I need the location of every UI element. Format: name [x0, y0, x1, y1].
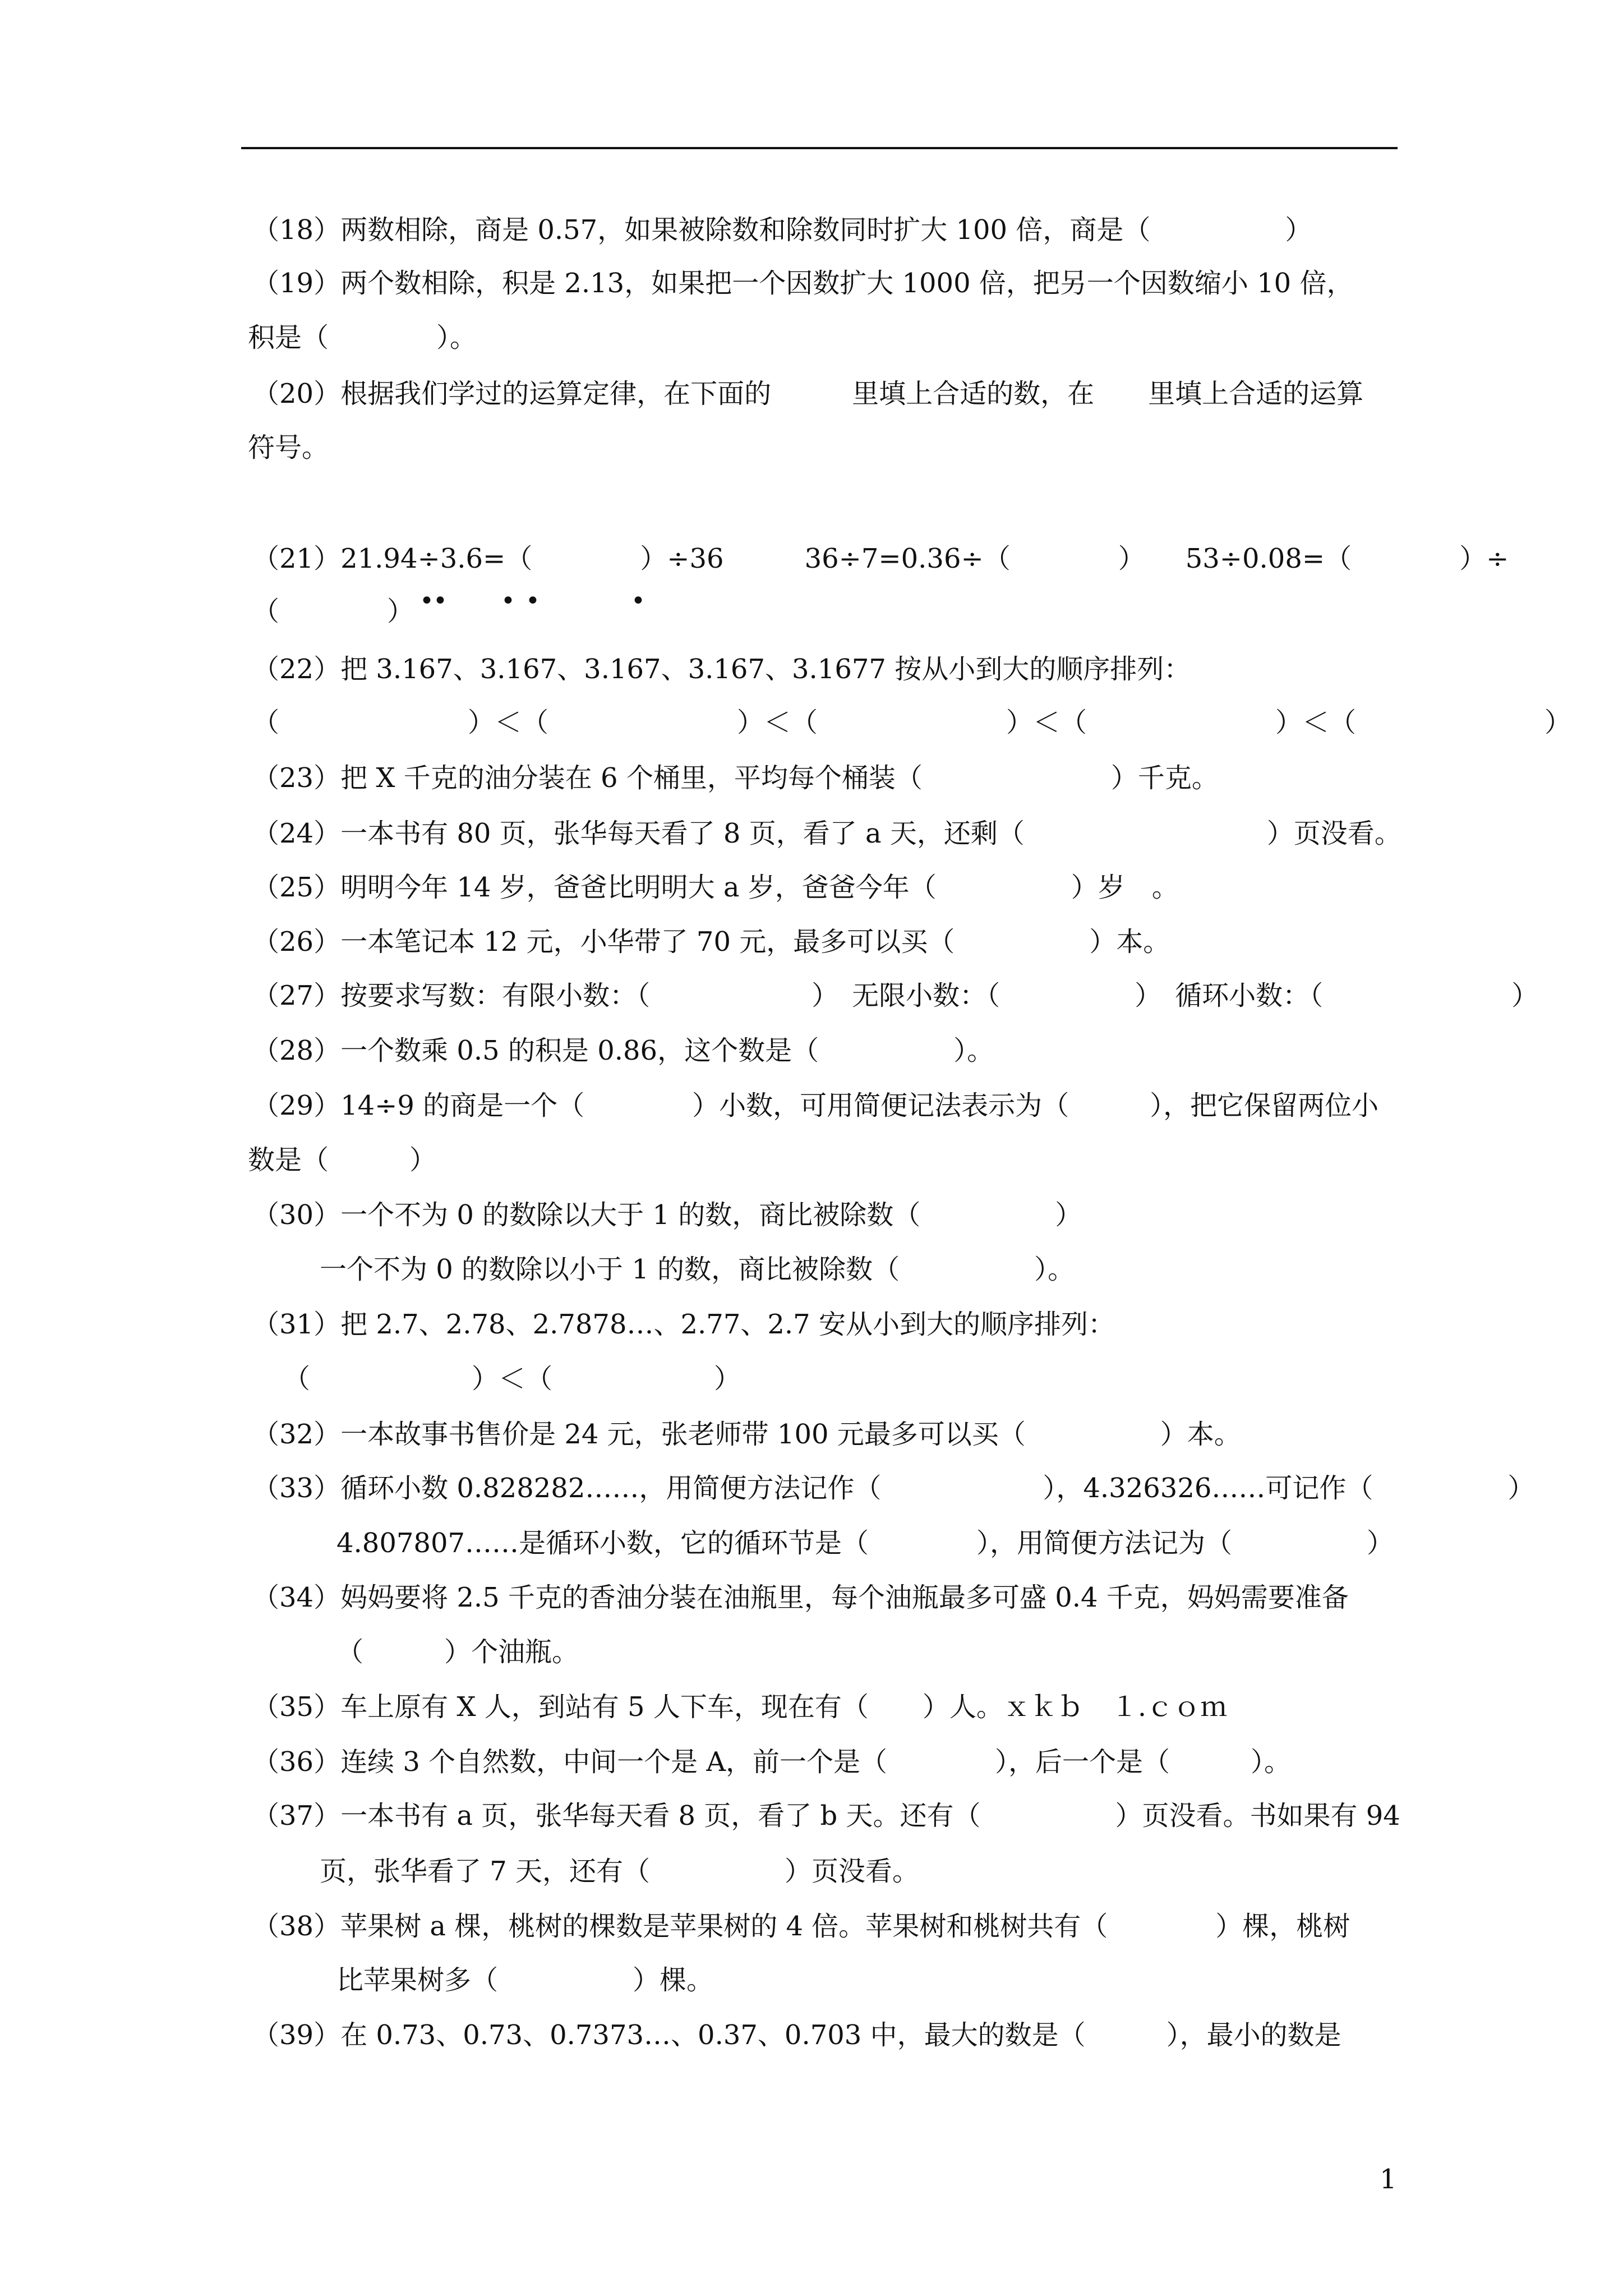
question-20-line-2: 符号。	[248, 432, 329, 463]
question-31-line-1: （31）把 2.7、2.78、2.7878…、2.77、2.7 安从小到大的顺序排列：	[252, 1309, 1115, 1340]
question-19-line-2: 积是（ ）。	[248, 322, 477, 353]
header-rule	[241, 147, 1398, 149]
question-36: （36）连续 3 个自然数，中间一个是 A，前一个是（ ），后一个是（ ）。	[252, 1746, 1292, 1778]
repeating-dot-mark: •	[525, 587, 540, 615]
page-number: 1	[1380, 2164, 1397, 2195]
question-22-line-2: （ ）＜（ ）＜（ ）＜（ ）＜（ ）	[252, 707, 1572, 738]
question-34-line-1: （34）妈妈要将 2.5 千克的香油分装在油瓶里，每个油瓶最多可盛 0.4 千克，妈妈需要准备	[252, 1582, 1349, 1613]
question-19-line-1: （19）两个数相除，积是 2.13，如果把一个因数扩大 1000 倍，把另一个因数缩小 10 倍，	[252, 268, 1354, 299]
question-25: （25）明明今年 14 岁，爸爸比明明大 a 岁，爸爸今年（ ）岁 。	[252, 872, 1179, 903]
question-35: （35）车上原有 X 人，到站有 5 人下车，现在有（ ）人。ｘｋｂ １.ｃｏｍ	[252, 1691, 1228, 1723]
repeating-dot-mark: •	[631, 587, 645, 615]
question-39: （39）在 0.73、0.73、0.7373…、0.37、0.703 中，最大的数是（ ），最小的数是	[252, 2019, 1341, 2051]
question-20-line-1: （20）根据我们学过的运算定律，在下面的 里填上合适的数，在 里填上合适的运算	[252, 378, 1364, 409]
question-33-line-2: 4.807807……是循环小数，它的循环节是（ ），用简便方法记为（ ）	[336, 1527, 1394, 1559]
question-33-line-1: （33）循环小数 0.828282……，用简便方法记作（ ），4.326326……可记作（ ）	[252, 1473, 1535, 1504]
repeating-dot-mark: •	[433, 587, 448, 615]
repeating-dot-mark: •	[501, 587, 515, 615]
question-21-line-1: （21）21.94÷3.6=（ ）÷36 36÷7=0.36÷（ ） 53÷0.08=（ ）÷	[252, 543, 1509, 574]
question-30-line-2: 一个不为 0 的数除以小于 1 的数，商比被除数（ ）。	[320, 1254, 1075, 1285]
question-37-line-2: 页，张华看了 7 天，还有（ ）页没看。	[320, 1856, 920, 1887]
question-26: （26）一本笔记本 12 元，小华带了 70 元，最多可以买（ ）本。	[252, 926, 1170, 958]
question-29-line-2: 数是（ ）	[248, 1144, 437, 1176]
question-28: （28）一个数乘 0.5 的积是 0.86，这个数是（ ）。	[252, 1035, 994, 1066]
question-24: （24）一本书有 80 页，张华每天看了 8 页，看了 a 天，还剩（ ）页没看。	[252, 818, 1401, 849]
question-31-line-2: （ ）＜（ ）	[283, 1363, 741, 1395]
question-18: （18）两数相除，商是 0.57，如果被除数和除数同时扩大 100 倍，商是（ ）	[252, 214, 1312, 246]
repeating-dot-mark: •	[419, 587, 434, 615]
question-22-line-1: （22）把 3.167、3.167、3.167、3.167、3.1677 按从小到大的顺序排列：	[252, 654, 1191, 685]
question-23: （23）把 X 千克的油分装在 6 个桶里，平均每个桶装（ ）千克。	[252, 762, 1219, 794]
question-38-line-1: （38）苹果树 a 棵，桃树的棵数是苹果树的 4 倍。苹果树和桃树共有（ ）棵，桃树	[252, 1911, 1350, 1942]
question-32: （32）一本故事书售价是 24 元，张老师带 100 元最多可以买（ ）本。	[252, 1419, 1241, 1450]
question-29-line-1: （29）14÷9 的商是一个（ ）小数，可用简便记法表示为（ ），把它保留两位小	[252, 1090, 1379, 1121]
question-37-line-1: （37）一本书有 a 页，张华每天看 8 页，看了 b 天。还有（ ）页没看。书如果有 94	[252, 1800, 1400, 1832]
question-30-line-1: （30）一个不为 0 的数除以大于 1 的数，商比被除数（ ）	[252, 1199, 1082, 1231]
question-34-line-2: （ ）个油瓶。	[336, 1636, 579, 1668]
question-38-line-2: 比苹果树多（ ）棵。	[336, 1964, 714, 1996]
question-21-line-2: （ ）	[252, 596, 414, 627]
question-27: （27）按要求写数：有限小数：（ ） 无限小数：（ ） 循环小数：（ ）	[252, 980, 1539, 1011]
